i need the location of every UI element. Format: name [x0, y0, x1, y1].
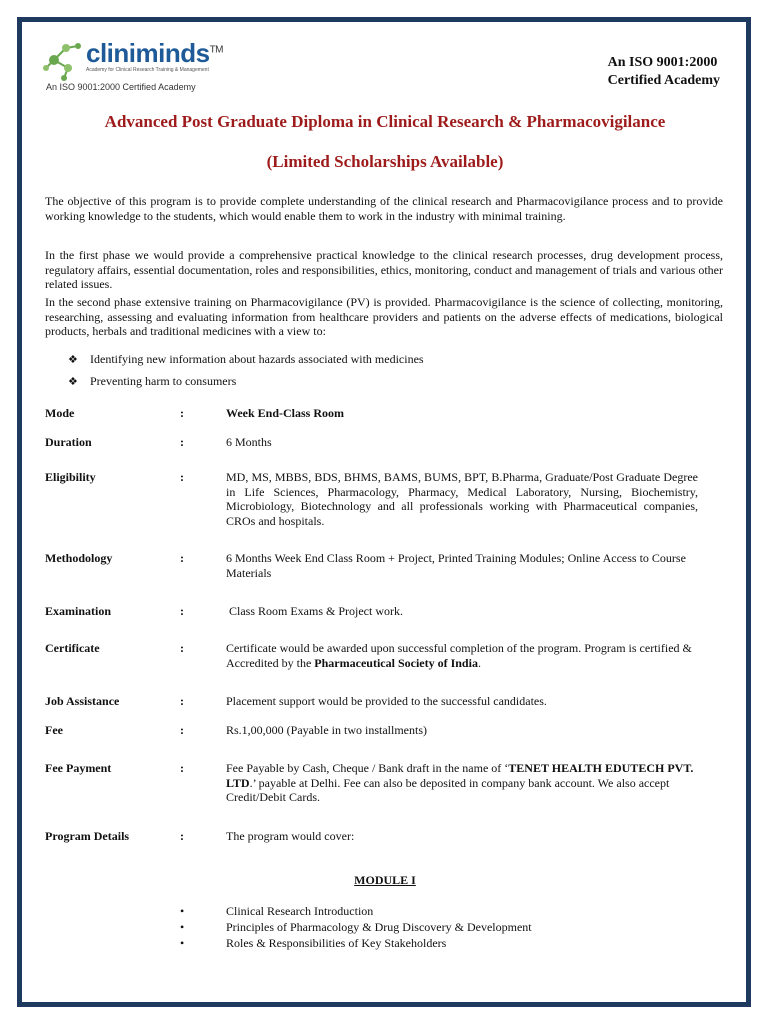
- molecule-logo-icon: [42, 38, 88, 82]
- detail-value: 6 Months Week End Class Room + Project, Printed Training Modules; Online Access to Course Materials: [226, 551, 686, 580]
- detail-value: Placement support would be provided to the successful candidates.: [226, 694, 547, 708]
- detail-label: Mode: [45, 406, 75, 420]
- detail-value: The program would cover:: [226, 829, 355, 843]
- bullet-dot-icon: •: [180, 904, 185, 918]
- detail-label: Job Assistance: [45, 694, 120, 708]
- colon: :: [180, 406, 184, 420]
- company-name: TENET HEALTH EDUTECH PVT. LTD: [226, 761, 694, 790]
- logo-wordmark: cliniminds™: [86, 38, 224, 68]
- document-subtitle: (Limited Scholarships Available): [266, 152, 504, 171]
- list-item: • Clinical Research Introduction: [180, 904, 374, 918]
- objective-paragraph: The objective of this program is to provide complete understanding of the clinical research and Pharmacovigilance process and to provide working knowledge to the students, which would enable them to work in the industry with minimal training.: [45, 194, 723, 223]
- list-item: • Roles & Responsibilities of Key Stakeholders: [180, 936, 447, 950]
- detail-value: Certificate would be awarded upon successful completion of the program. Program is certified & Accredited by the Pharmaceutical Society of India.: [226, 641, 692, 670]
- list-item: ❖ Identifying new information about hazards associated with medicines: [68, 352, 424, 366]
- colon: :: [180, 694, 184, 708]
- detail-value: Rs.1,00,000 (Payable in two installments): [226, 723, 427, 737]
- detail-value: 6 Months: [226, 435, 272, 449]
- detail-value: Class Room Exams & Project work.: [226, 604, 403, 618]
- bullet-dot-icon: •: [180, 936, 185, 950]
- detail-label: Certificate: [45, 641, 100, 655]
- module-heading: MODULE I: [354, 873, 416, 887]
- colon: :: [180, 761, 184, 775]
- list-item: ❖ Preventing harm to consumers: [68, 374, 237, 388]
- detail-value: MD, MS, MBBS, BDS, BHMS, BAMS, BUMS, BPT, B.Pharma, Graduate/Post Graduate Degree in Life Sciences, Pharmacology, Pharmacy, Medical Laboratory, Nursing, Biochemistry, Microbiology, Biotechnology and all professionals working with Pharmaceutical companies, CROs and hospitals.: [226, 470, 698, 528]
- document-header: [40, 38, 720, 98]
- iso-line-2: Certified Academy: [607, 73, 720, 88]
- detail-value: Fee Payable by Cash, Cheque / Bank draft in the name of ‘TENET HEALTH EDUTECH PVT. LTD.’ payable at Delhi. Fee can also be deposited in company bank account. We also accept Credit/Debit Cards.: [226, 761, 694, 804]
- colon: :: [180, 435, 184, 449]
- detail-label: Examination: [45, 604, 112, 618]
- detail-label: Duration: [45, 435, 92, 449]
- iso-certification: [608, 54, 720, 90]
- colon: :: [180, 551, 184, 565]
- colon: :: [180, 829, 184, 843]
- logo-subtitle: An ISO 9001:2000 Certified Academy: [46, 82, 196, 92]
- pv-bullet-list: [68, 352, 424, 396]
- logo-tagline: Academy for Clinical Research Training & Management: [86, 67, 209, 73]
- second-phase-paragraph: In the second phase extensive training on Pharmacovigilance (PV) is provided. Pharmacovigilance is the science of collecting, monitoring, researching, assessing and evaluating information from healthcare providers and patients on the adverse effects of medications, biological products, herbals and traditional medicines with a view to:: [45, 295, 723, 338]
- colon: :: [180, 723, 184, 737]
- document-title: Advanced Post Graduate Diploma in Clinical Research & Pharmacovigilance: [104, 112, 666, 131]
- colon: :: [180, 604, 184, 618]
- module-topic-list: [180, 903, 532, 951]
- detail-label: Program Details: [45, 829, 130, 843]
- diamond-bullet-icon: ❖: [68, 354, 78, 366]
- cliniminds-logo: [42, 38, 262, 94]
- list-item: • Principles of Pharmacology & Drug Discovery & Development: [180, 920, 532, 934]
- detail-label: Fee: [45, 723, 63, 737]
- detail-label: Fee Payment: [45, 761, 112, 775]
- bullet-dot-icon: •: [180, 920, 185, 934]
- colon: :: [180, 641, 184, 655]
- colon: :: [180, 470, 184, 484]
- accreditor-name: Pharmaceutical Society of India: [314, 655, 478, 670]
- detail-value: Week End-Class Room: [226, 406, 345, 420]
- detail-label: Methodology: [45, 551, 113, 565]
- detail-label: Eligibility: [45, 470, 96, 484]
- iso-line-1: An ISO 9001:2000: [607, 55, 718, 70]
- diamond-bullet-icon: ❖: [68, 376, 78, 388]
- first-phase-paragraph: In the first phase we would provide a comprehensive practical knowledge to the clinical research processes, drug development process, regulatory affairs, essential documentation, roles and responsibilities, ethics, monitoring, conduct and management of trials and various other related issues.: [45, 248, 723, 291]
